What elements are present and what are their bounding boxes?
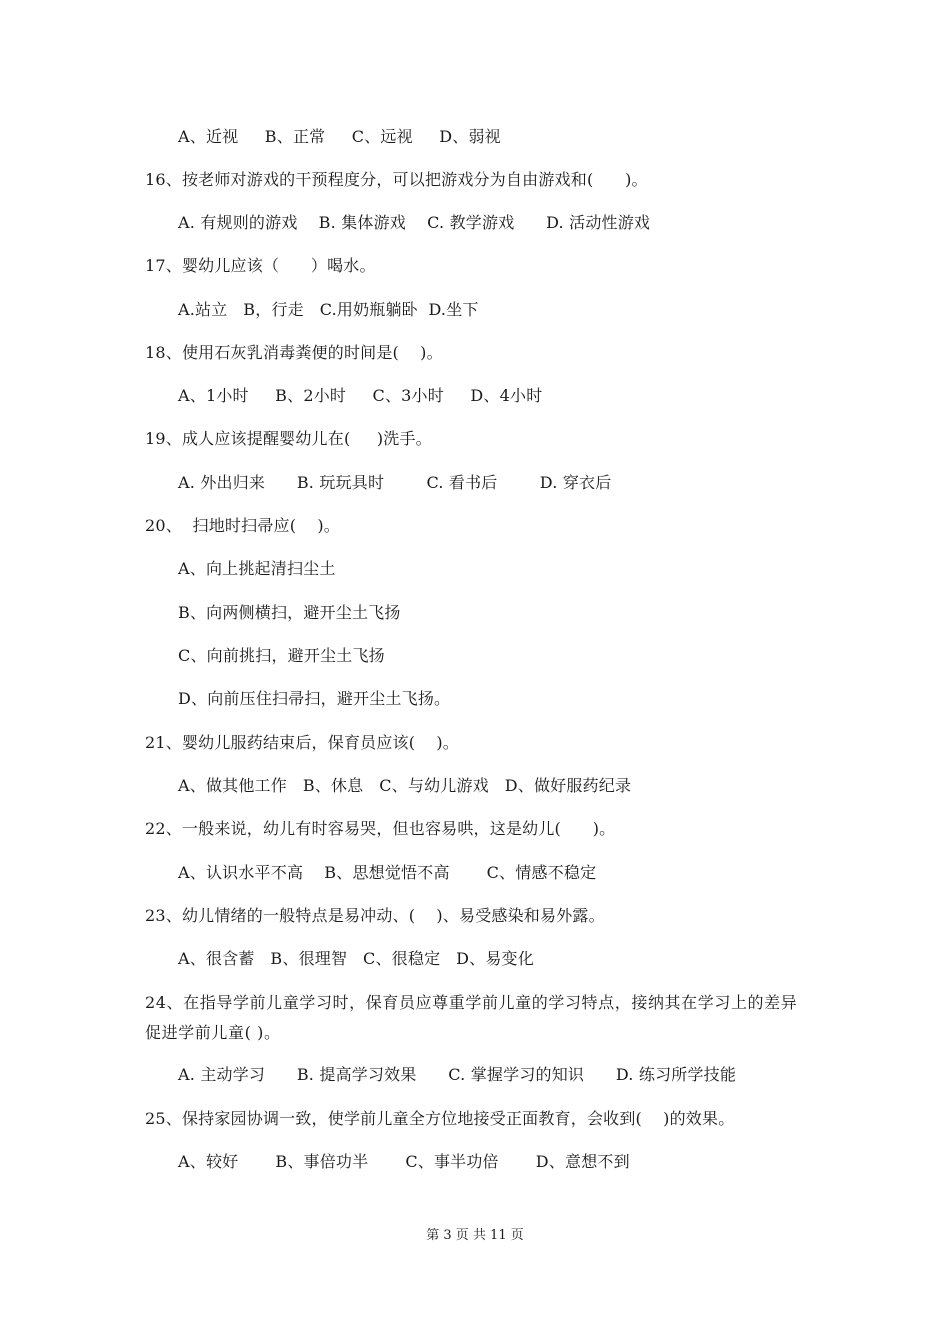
q19-options: A. 外出归来 B. 玩玩具时 C. 看书后 D. 穿衣后 [178, 473, 612, 492]
q20-option-b: B、向两侧横扫，避开尘土飞扬 [178, 603, 401, 622]
q22-question: 22、一般来说，幼儿有时容易哭，但也容易哄，这是幼儿( )。 [145, 819, 616, 838]
q18-question: 18、使用石灰乳消毒粪便的时间是( )。 [145, 343, 443, 362]
q20-option-a: A、向上挑起清扫尘土 [178, 559, 336, 578]
q24-options: A. 主动学习 B. 提高学习效果 C. 掌握学习的知识 D. 练习所学技能 [178, 1065, 737, 1084]
q25-question: 25、保持家园协调一致，使学前儿童全方位地接受正面教育，会收到( )的效果。 [145, 1109, 735, 1128]
q20-question: 20、 扫地时扫帚应( )。 [145, 516, 340, 535]
q21-question: 21、婴幼儿服药结束后，保育员应该( )。 [145, 733, 459, 752]
q18-options: A、1小时 B、2小时 C、3小时 D、4小时 [178, 386, 543, 405]
q20-option-d: D、向前压住扫帚扫，避开尘土飞扬。 [178, 689, 451, 708]
q16-options: A. 有规则的游戏 B. 集体游戏 C. 教学游戏 D. 活动性游戏 [178, 213, 651, 232]
q25-options: A、较好 B、事倍功半 C、事半功倍 D、意想不到 [178, 1152, 630, 1171]
q17-question: 17、婴幼儿应该（ ）喝水。 [145, 256, 376, 275]
page-number: 第 3 页 共 11 页 [426, 1228, 524, 1243]
q22-options: A、认识水平不高 B、思想觉悟不高 C、情感不稳定 [178, 863, 597, 882]
q21-options: A、做其他工作 B、休息 C、与幼儿游戏 D、做好服药纪录 [178, 776, 632, 795]
q17-options: A.站立 B，行走 C.用奶瓶躺卧 D.坐下 [178, 300, 479, 319]
q20-option-c: C、向前挑扫，避开尘土飞扬 [178, 646, 385, 665]
q19-question: 19、成人应该提醒婴幼儿在( )洗手。 [145, 429, 432, 448]
q23-question: 23、幼儿情绪的一般特点是易冲动、( )、易受感染和易外露。 [145, 906, 605, 925]
q16-question: 16、按老师对游戏的干预程度分，可以把游戏分为自由游戏和( )。 [145, 170, 648, 189]
q23-options: A、很含蓄 B、很理智 C、很稳定 D、易变化 [178, 949, 534, 968]
q15-options: A、近视 B、正常 C、远视 D、弱视 [178, 127, 501, 146]
q24-question: 24、在指导学前儿童学习时，保育员应尊重学前儿童的学习特点，接纳其在学习上的差异促进学前儿童( )。 [145, 993, 798, 1042]
